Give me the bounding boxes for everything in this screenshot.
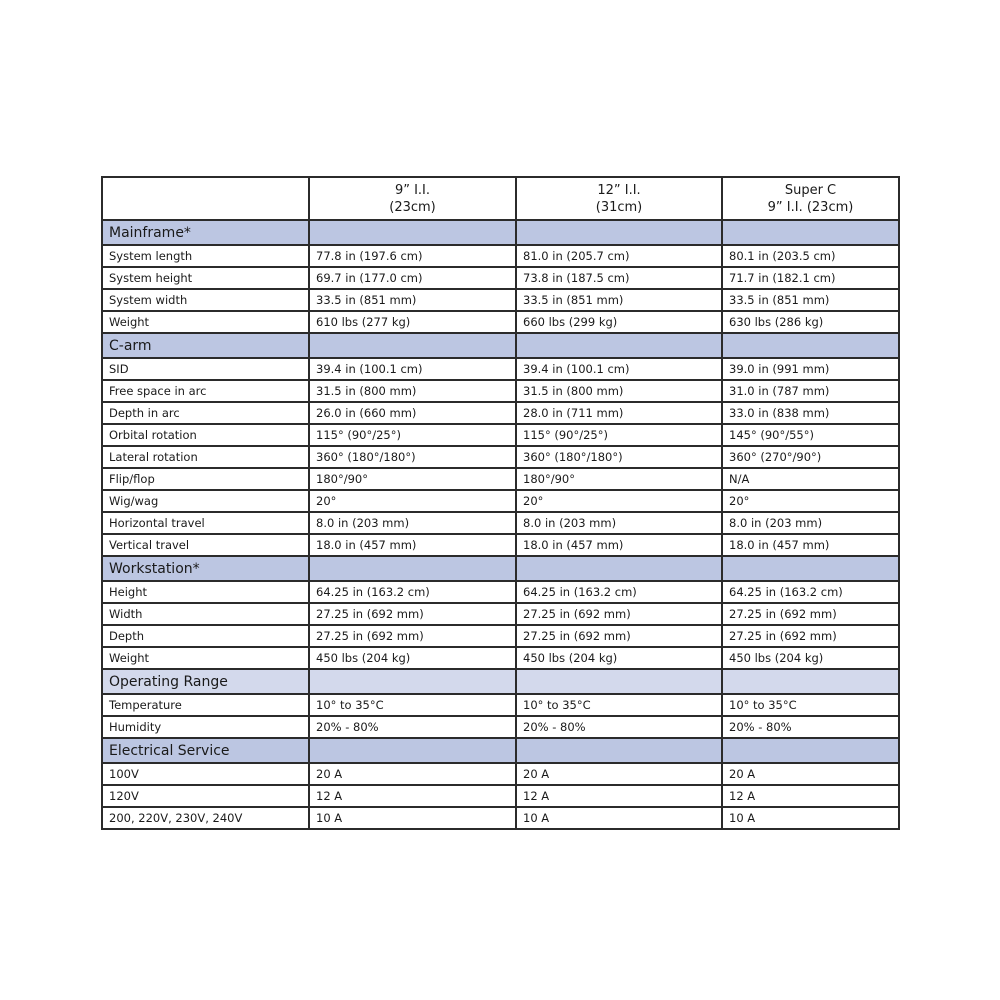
value-cell: 180°/90° (516, 468, 722, 490)
table-row (102, 625, 899, 647)
section-filler-cell (516, 669, 722, 694)
value-cell: 360° (180°/180°) (516, 446, 722, 468)
value-cell: 10 A (722, 807, 899, 829)
table-row (102, 311, 899, 333)
value-cell: 12 A (722, 785, 899, 807)
table-row (102, 785, 899, 807)
section-header-mainframe (102, 220, 899, 245)
table-row (102, 807, 899, 829)
table-row (102, 468, 899, 490)
row-label: Wig/wag (102, 490, 309, 512)
section-header-operating-range (102, 669, 899, 694)
table-body (102, 220, 899, 829)
section-filler-cell (516, 556, 722, 581)
value-cell: 33.5 in (851 mm) (309, 289, 516, 311)
header-line-1: Super C (784, 182, 837, 198)
value-cell: 39.0 in (991 mm) (722, 358, 899, 380)
row-label: System length (102, 245, 309, 267)
value-cell: 20% - 80% (309, 716, 516, 738)
row-label: Free space in arc (102, 380, 309, 402)
section-header-c-arm (102, 333, 899, 358)
header-cell-12in (516, 177, 722, 220)
value-cell: 450 lbs (204 kg) (516, 647, 722, 669)
table-row (102, 716, 899, 738)
table-row (102, 358, 899, 380)
value-cell: 20° (309, 490, 516, 512)
row-label: Lateral rotation (102, 446, 309, 468)
value-cell: 630 lbs (286 kg) (722, 311, 899, 333)
value-cell: 8.0 in (203 mm) (722, 512, 899, 534)
row-label: SID (102, 358, 309, 380)
header-line-2: (31cm) (595, 199, 643, 215)
section-filler-cell (516, 738, 722, 763)
table-row (102, 581, 899, 603)
header-cell-empty (102, 177, 309, 220)
value-cell: 27.25 in (692 mm) (722, 625, 899, 647)
value-cell: 28.0 in (711 mm) (516, 402, 722, 424)
section-filler-cell (309, 669, 516, 694)
row-label: 200, 220V, 230V, 240V (102, 807, 309, 829)
value-cell: 360° (180°/180°) (309, 446, 516, 468)
section-title: Mainframe* (102, 220, 309, 245)
row-label: Depth (102, 625, 309, 647)
section-filler-cell (722, 333, 899, 358)
table-row (102, 424, 899, 446)
header-cell-super-c (722, 177, 899, 220)
table-row (102, 490, 899, 512)
section-title: Workstation* (102, 556, 309, 581)
value-cell: 27.25 in (692 mm) (722, 603, 899, 625)
value-cell: 20 A (722, 763, 899, 785)
table-row (102, 380, 899, 402)
value-cell: 26.0 in (660 mm) (309, 402, 516, 424)
value-cell: 64.25 in (163.2 cm) (516, 581, 722, 603)
section-filler-cell (309, 738, 516, 763)
section-header-workstation (102, 556, 899, 581)
table-row (102, 289, 899, 311)
section-filler-cell (722, 669, 899, 694)
section-title: Operating Range (102, 669, 309, 694)
value-cell: 31.5 in (800 mm) (309, 380, 516, 402)
value-cell: 39.4 in (100.1 cm) (309, 358, 516, 380)
value-cell: 20° (516, 490, 722, 512)
table-row (102, 245, 899, 267)
value-cell: 71.7 in (182.1 cm) (722, 267, 899, 289)
value-cell: 33.0 in (838 mm) (722, 402, 899, 424)
row-label: Flip/flop (102, 468, 309, 490)
value-cell: 39.4 in (100.1 cm) (516, 358, 722, 380)
section-header-electrical-service (102, 738, 899, 763)
value-cell: 8.0 in (203 mm) (309, 512, 516, 534)
table-row (102, 512, 899, 534)
row-label: Depth in arc (102, 402, 309, 424)
value-cell: 8.0 in (203 mm) (516, 512, 722, 534)
value-cell: 360° (270°/90°) (722, 446, 899, 468)
table-header (102, 177, 899, 220)
row-label: System height (102, 267, 309, 289)
value-cell: 10 A (516, 807, 722, 829)
row-label: Weight (102, 647, 309, 669)
table-row (102, 694, 899, 716)
value-cell: N/A (722, 468, 899, 490)
value-cell: 20 A (309, 763, 516, 785)
header-line-1: 9” I.I. (394, 182, 431, 198)
header-line-2: (23cm) (389, 199, 436, 215)
value-cell: 20 A (516, 763, 722, 785)
value-cell: 10° to 35°C (309, 694, 516, 716)
value-cell: 450 lbs (204 kg) (309, 647, 516, 669)
table-row (102, 534, 899, 556)
table-row (102, 763, 899, 785)
value-cell: 115° (90°/25°) (309, 424, 516, 446)
value-cell: 610 lbs (277 kg) (309, 311, 516, 333)
value-cell: 31.5 in (800 mm) (516, 380, 722, 402)
section-filler-cell (309, 333, 516, 358)
value-cell: 145° (90°/55°) (722, 424, 899, 446)
section-filler-cell (722, 556, 899, 581)
value-cell: 12 A (309, 785, 516, 807)
value-cell: 20% - 80% (516, 716, 722, 738)
value-cell: 77.8 in (197.6 cm) (309, 245, 516, 267)
value-cell: 10 A (309, 807, 516, 829)
section-filler-cell (516, 333, 722, 358)
section-title: Electrical Service (102, 738, 309, 763)
value-cell: 450 lbs (204 kg) (722, 647, 899, 669)
row-label: Temperature (102, 694, 309, 716)
value-cell: 33.5 in (851 mm) (722, 289, 899, 311)
row-label: Orbital rotation (102, 424, 309, 446)
value-cell: 27.25 in (692 mm) (309, 603, 516, 625)
value-cell: 27.25 in (692 mm) (309, 625, 516, 647)
row-label: Width (102, 603, 309, 625)
row-label: Vertical travel (102, 534, 309, 556)
section-filler-cell (516, 220, 722, 245)
header-line-2: 9” I.I. (23cm) (767, 199, 854, 215)
value-cell: 31.0 in (787 mm) (722, 380, 899, 402)
value-cell: 64.25 in (163.2 cm) (309, 581, 516, 603)
section-title: C-arm (102, 333, 309, 358)
value-cell: 12 A (516, 785, 722, 807)
spec-table (101, 176, 900, 830)
value-cell: 18.0 in (457 mm) (309, 534, 516, 556)
value-cell: 80.1 in (203.5 cm) (722, 245, 899, 267)
value-cell: 18.0 in (457 mm) (722, 534, 899, 556)
table-row (102, 603, 899, 625)
section-filler-cell (309, 556, 516, 581)
header-row (102, 177, 899, 220)
row-label: 100V (102, 763, 309, 785)
value-cell: 180°/90° (309, 468, 516, 490)
section-filler-cell (722, 738, 899, 763)
value-cell: 20% - 80% (722, 716, 899, 738)
value-cell: 10° to 35°C (516, 694, 722, 716)
row-label: Weight (102, 311, 309, 333)
row-label: System width (102, 289, 309, 311)
table-row (102, 446, 899, 468)
value-cell: 69.7 in (177.0 cm) (309, 267, 516, 289)
table-row (102, 267, 899, 289)
value-cell: 81.0 in (205.7 cm) (516, 245, 722, 267)
row-label: Height (102, 581, 309, 603)
value-cell: 27.25 in (692 mm) (516, 625, 722, 647)
value-cell: 660 lbs (299 kg) (516, 311, 722, 333)
value-cell: 64.25 in (163.2 cm) (722, 581, 899, 603)
table-row (102, 647, 899, 669)
section-filler-cell (309, 220, 516, 245)
value-cell: 18.0 in (457 mm) (516, 534, 722, 556)
value-cell: 10° to 35°C (722, 694, 899, 716)
value-cell: 73.8 in (187.5 cm) (516, 267, 722, 289)
header-line-1: 12” I.I. (597, 182, 641, 198)
table-row (102, 402, 899, 424)
value-cell: 115° (90°/25°) (516, 424, 722, 446)
section-filler-cell (722, 220, 899, 245)
value-cell: 33.5 in (851 mm) (516, 289, 722, 311)
value-cell: 20° (722, 490, 899, 512)
header-cell-9in (309, 177, 516, 220)
value-cell: 27.25 in (692 mm) (516, 603, 722, 625)
row-label: Horizontal travel (102, 512, 309, 534)
row-label: 120V (102, 785, 309, 807)
row-label: Humidity (102, 716, 309, 738)
